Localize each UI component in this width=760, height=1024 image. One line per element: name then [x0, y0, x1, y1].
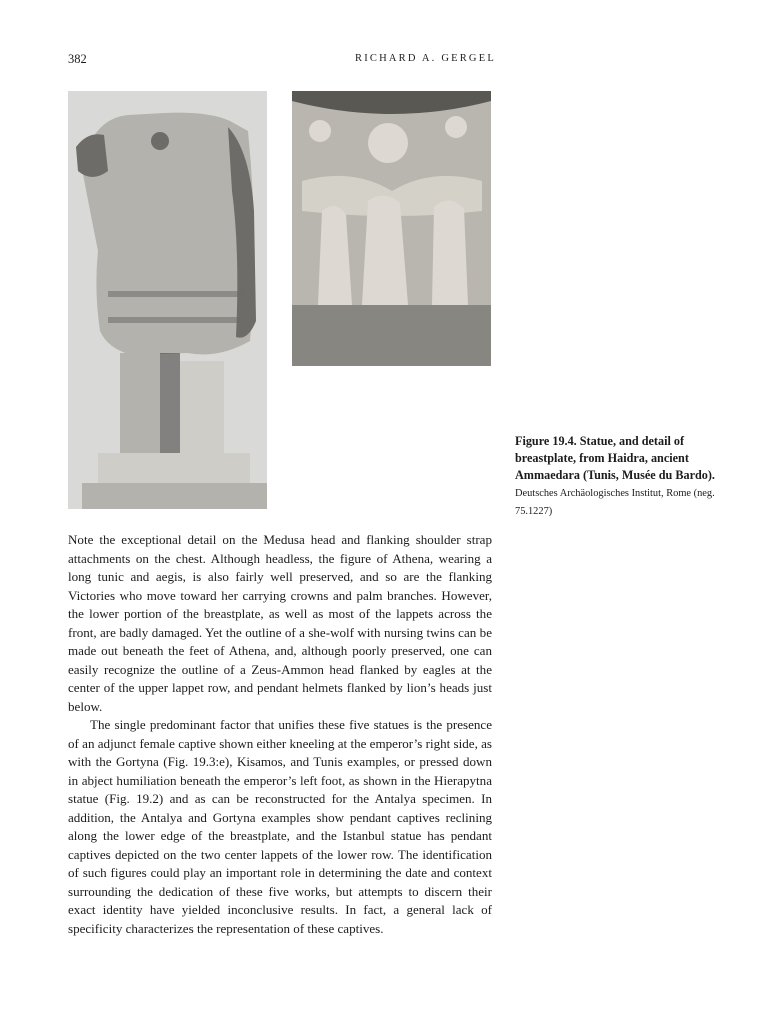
caption-credit: Deutsches Archäologisches Institut, Rome (neg. 75.1227) [515, 488, 715, 517]
paragraph: The single predominant factor that unifies these five statues is the presence of an adjunct female captive shown either kneeling at the emperor’s right side, as with the Gortyna (Fig. 19.3:e), Kisamos, and Tunis examples, or pressed down in abject humiliation beneath the emperor’s left foot, as shown in the Hierapytna statue (Fig. 19.2) and as can be reconstructed for the Antalya specimen. In addition, the Antalya and Gortyna examples show pendant captives reclining along the lower edge of the breastplate, and the Istanbul statue has pendant captives depicted on the two center lappets of the lower row. The identification of such figures could play an important role in determining the date and context surrounding the dedication of these five works, but attempts to discern their exact identity have yielded inconclusive results. In fact, a general lack of specificity characterizes the representation of these captives. [68, 717, 492, 936]
paragraph: Note the exceptional detail on the Medusa head and flanking shoulder strap attachments on the chest. Although headless, the figure of Athena, wearing a long tunic and aegis, is also fairly well preserved, and so are the flanking Victories who move toward her carrying crowns and palm branches. However, the lower portion of the breastplate, as well as most of the lappets across the front, are badly damaged. Yet the outline of a she-wolf with nursing twins can be made out beneath the feet of Athena, and, although poorly preserved, one can easily recognize the outline of a Zeus-Ammon head flanked by eagles at the center of the upper lappet row, and pendant helmets flanked by lion’s heads just below. [68, 532, 492, 714]
running-head: RICHARD A. GERGEL [355, 53, 496, 64]
photo-statue [68, 91, 267, 509]
detail-shadow [292, 305, 491, 366]
statue-leg [120, 353, 160, 453]
detail-left-strap [309, 120, 331, 142]
detail-medusa-head [368, 123, 408, 163]
statue-floor [82, 483, 267, 509]
caption-title: Figure 19.4. Statue, and detail of breastplate, from Haidra, ancient Ammaedara (Tunis, Musée du Bardo). [515, 434, 715, 482]
breastplate-image [292, 91, 491, 366]
statue-image [68, 91, 267, 509]
detail-right-strap [445, 116, 467, 138]
statue-support [180, 361, 224, 453]
figure-caption [515, 433, 715, 520]
statue-plinth [98, 453, 250, 483]
statue-medusa [151, 132, 169, 150]
detail-victory-right [432, 200, 468, 305]
page-number: 382 [68, 52, 87, 66]
photo-breastplate-detail [292, 91, 491, 366]
body-text [68, 531, 492, 938]
statue-shadow [160, 353, 180, 453]
